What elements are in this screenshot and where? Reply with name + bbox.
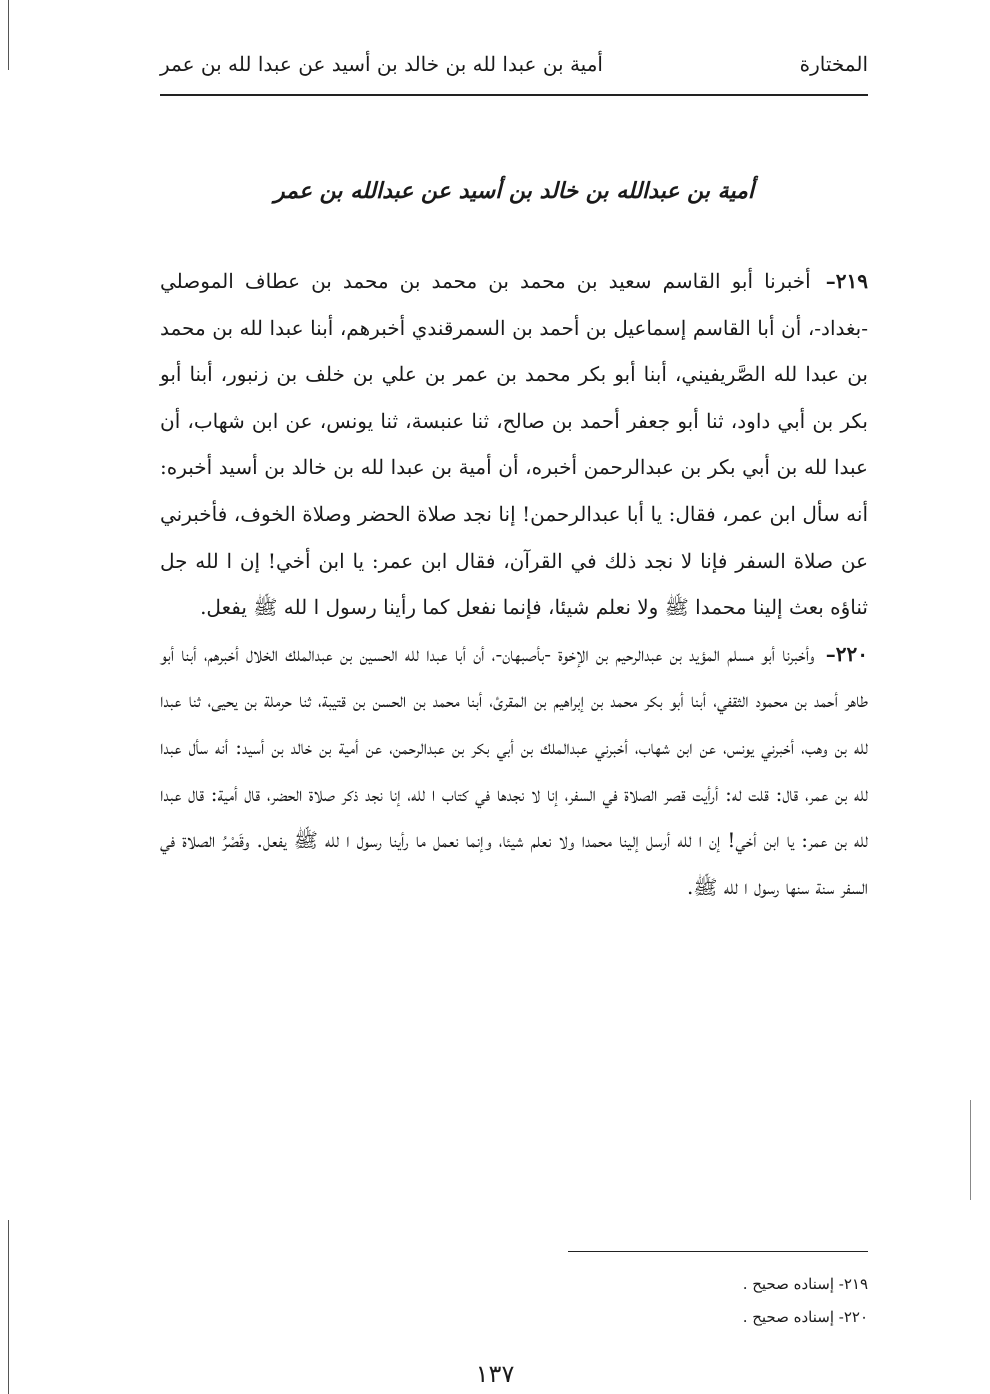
left-margin-line-lower: [8, 1220, 9, 1394]
hadith-219: [160, 258, 868, 631]
page-number: ١٣٧: [475, 1360, 515, 1388]
main-text: [160, 258, 868, 910]
footnote-rule: [568, 1251, 868, 1252]
hadith-text: أخبرنا أبو القاسم سعيد بن محمد بن محمد بن محمد بن عطاف الموصلي -بغداد-، أن أبا القاسم إسماعيل بن أحمد بن السمرقندي أخبرهم، أبنا عبدا لله بن محمد بن عبدا لله الصَّريفيني، أبنا أبو بكر محمد بن عمر بن علي بن خلف بن زنبور، أبنا أبو بكر بن أبي داود، ثنا أبو جعفر أحمد بن صالح، ثنا عنبسة، ثنا يونس، عن ابن شهاب، أن عبدا لله بن أبي بكر بن عبدالرحمن أخبره، أن أمية بن عبدا لله بن خالد بن أسيد أخبره: أنه سأل ابن عمر، فقال: يا أبا عبدالرحمن! إنا نجد صلاة الحضر وصلاة الخوف، فأخبرني عن صلاة السفر فإنا لا نجد ذلك في القرآن، فقال ابن عمر: يا ابن أخي! إن ا لله جل ثناؤه بعث إلينا محمدا ﷺ ولا نعلم شيئا، فإنما نفعل كما رأينا رسول ا لله ﷺ يفعل.: [160, 269, 868, 620]
hadith-text: وأخبرنا أبو مسلم المؤيد بن عبدالرحيم بن الإخوة -بأصبهان-، أن أبا عبدا لله الحسين بن عبدالملك الخلال أخبرهم، أبنا أبو طاهر أحمد بن محمود الثقفي، أبنا أبو بكر محمد بن إبراهيم بن المقرئ، أبنا محمد بن الحسن بن قتيبة، ثنا حرملة بن يحيى، ثنا عبدا لله بن وهب، أخبرني يونس، عن ابن شهاب، أخبرني عبدالملك بن أبي بكر بن عبدالرحمن، عن أمية بن خالد بن أسيد: أنه سأل عبدا لله بن عمر، قال: قلت له: أرأيت قصر الصلاة في السفر، إنا لا نجدها في كتاب ا لله، إنا نجد ذكر صلاة الحضر، قال أمية: قال عبدا لله بن عمر: يا ابن أخي! إن ا لله أرسل إلينا محمدا ولا نعلم شيئا، وإنما نعمل ما رأينا رسول ا لله ﷺ يفعل. وقَصْرُ الصلاة في السفر سنة سنها رسول ا لله ﷺ.: [160, 641, 868, 899]
right-margin-line: [970, 1100, 971, 1200]
left-margin-line: [8, 0, 9, 70]
header-rule: [160, 94, 868, 96]
hadith-number: ٢٢٠–: [825, 641, 868, 666]
footnotes: [560, 1268, 868, 1334]
hadith-220: [160, 631, 868, 911]
chain-title: أمية بن عبدا لله بن خالد بن أسيد عن عبدا لله بن عمر: [160, 52, 603, 76]
running-header: [160, 40, 868, 90]
footnote: ٢١٩- إسناده صحيح .: [742, 1275, 868, 1293]
section-title: أمية بن عبدالله بن خالد بن أسيد عن عبدالله بن عمر: [274, 178, 754, 204]
hadith-number: ٢١٩–: [825, 269, 868, 293]
footnote: ٢٢٠- إسناده صحيح .: [742, 1308, 868, 1326]
book-title: المختارة: [799, 52, 868, 76]
